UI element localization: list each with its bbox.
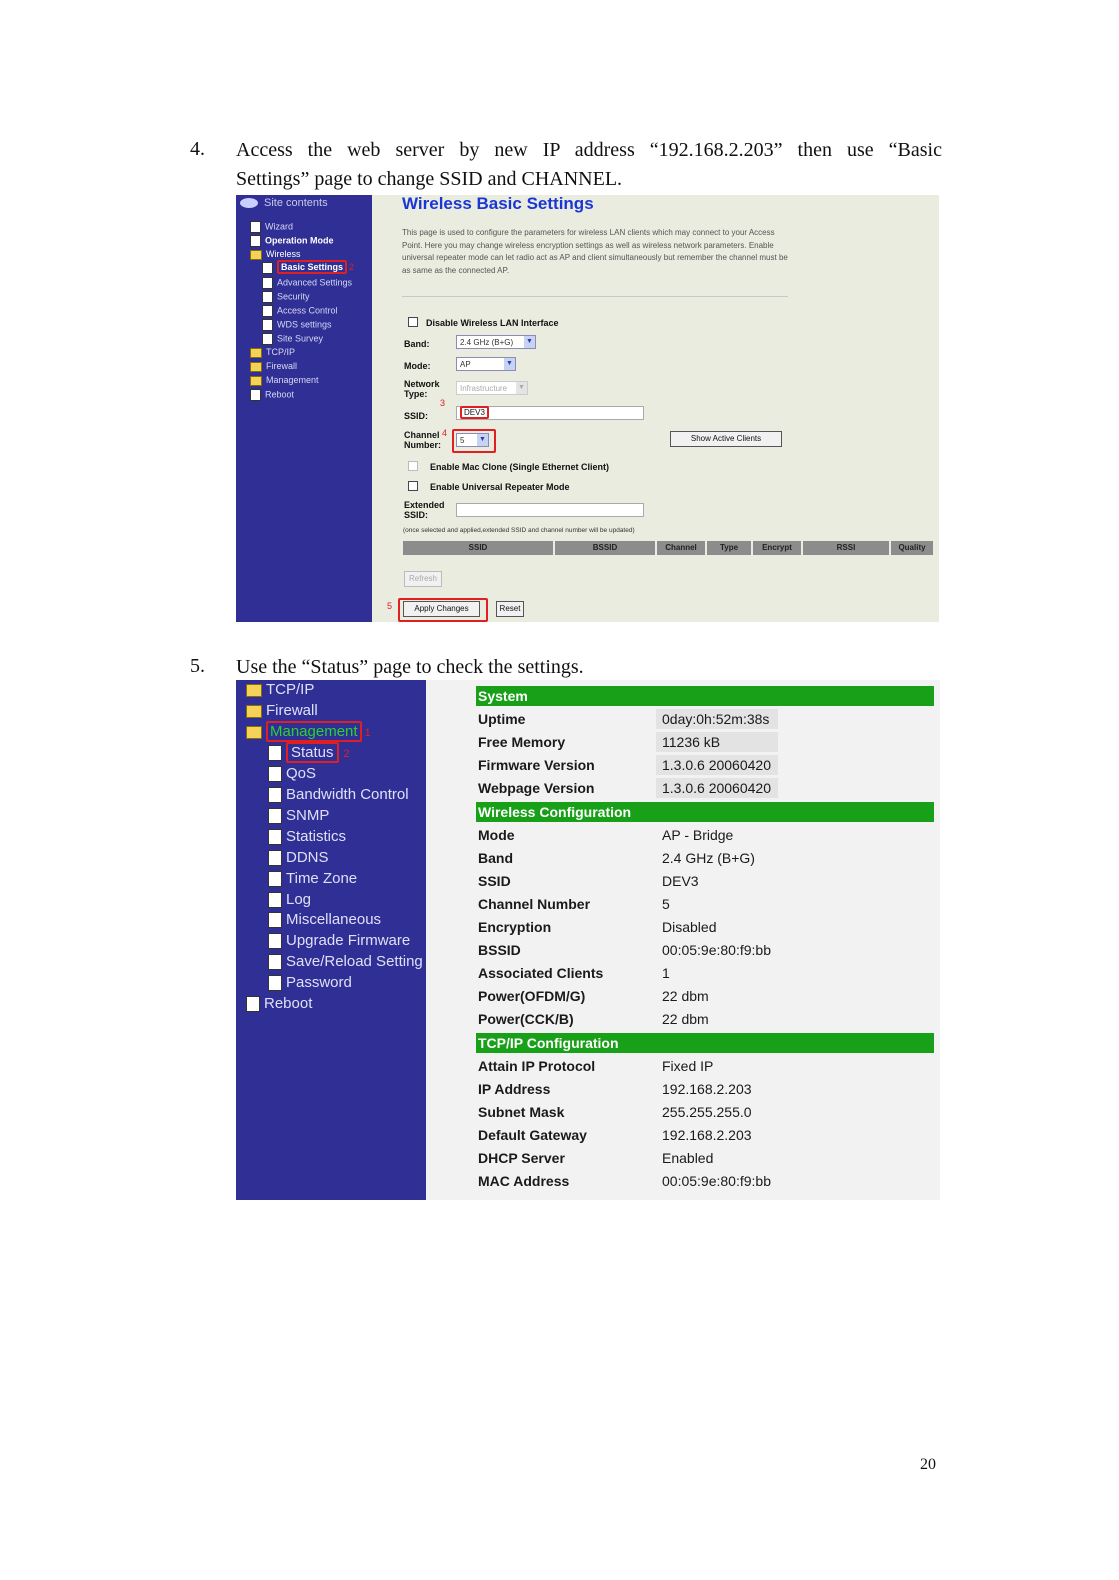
sidebar-item-management[interactable]: Management <box>250 375 319 386</box>
channel-number-label: Channel Number: <box>404 430 442 450</box>
page-icon <box>268 850 282 866</box>
status-row: Firmware Version 1.3.0.6 20060420 <box>476 754 934 776</box>
status-row: IP Address 192.168.2.203 <box>478 1081 752 1097</box>
sidebar-item-reboot[interactable]: Reboot <box>246 995 312 1012</box>
sidebar-item-wireless[interactable]: Wireless <box>250 249 301 260</box>
site-contents-sidebar <box>236 195 372 622</box>
status-row: Uptime 0day:0h:52m:38s <box>476 708 934 730</box>
page-title: Wireless Basic Settings <box>402 195 594 213</box>
universal-repeater-label: Enable Universal Repeater Mode <box>430 482 570 492</box>
sidebar-item-statistics[interactable]: Statistics <box>268 828 346 845</box>
management-sidebar <box>236 680 426 1200</box>
page-icon <box>268 871 282 887</box>
sidebar-item-access-control[interactable]: Access Control <box>262 305 338 317</box>
sidebar-item-tcpip[interactable]: TCP/IP <box>246 681 314 698</box>
page-icon <box>268 829 282 845</box>
sidebar-item-operation-mode[interactable]: Operation Mode <box>250 235 334 247</box>
page-icon <box>262 319 273 331</box>
tcpip-configuration-section-header: TCP/IP Configuration <box>476 1033 934 1053</box>
step-5-text: Use the “Status” page to check the settings. <box>236 656 584 678</box>
disable-wlan-label: Disable Wireless LAN Interface <box>426 318 559 328</box>
network-type-select[interactable]: Infrastructure ▼ <box>456 381 528 395</box>
folder-icon <box>250 376 262 386</box>
page-icon <box>268 892 282 908</box>
extended-ssid-note: (once selected and applied,extended SSID and channel number will be updated) <box>403 527 635 534</box>
step-4-line-2: Settings” page to change SSID and CHANNEL. <box>236 168 623 190</box>
sidebar-item-site-survey[interactable]: Site Survey <box>262 333 323 345</box>
page-icon <box>250 221 261 233</box>
status-row: Subnet Mask 255.255.255.0 <box>478 1104 752 1120</box>
folder-icon <box>250 348 262 358</box>
page-icon <box>268 954 282 970</box>
table-header: Encrypt <box>753 541 801 555</box>
system-section-header: System <box>476 686 934 706</box>
folder-icon <box>246 705 262 718</box>
ssid-input[interactable]: DEV3 <box>456 406 644 420</box>
table-header: BSSID <box>555 541 655 555</box>
page-icon <box>268 766 282 782</box>
status-panel <box>426 680 940 1200</box>
page-icon <box>246 996 260 1012</box>
sidebar-item-password[interactable]: Password <box>268 974 352 991</box>
sidebar-item-snmp[interactable]: SNMP <box>268 807 329 824</box>
band-label: Band: <box>404 339 430 349</box>
status-row: Default Gateway 192.168.2.203 <box>478 1127 752 1143</box>
table-header: Quality <box>891 541 933 555</box>
sidebar-item-qos[interactable]: QoS <box>268 765 316 782</box>
wireless-configuration-section-header: Wireless Configuration <box>476 802 934 822</box>
sidebar-item-miscellaneous[interactable]: Miscellaneous <box>268 911 381 928</box>
sidebar-item-reboot[interactable]: Reboot <box>250 389 294 401</box>
step-4-number: 4. <box>190 138 205 160</box>
sidebar-item-save-reload-setting[interactable]: Save/Reload Setting <box>268 953 423 970</box>
table-header: RSSI <box>803 541 889 555</box>
mode-select[interactable]: AP ▼ <box>456 357 516 371</box>
status-row: Power(CCK/B) 22 dbm <box>478 1011 709 1027</box>
page-icon <box>262 333 273 345</box>
table-header: Channel <box>657 541 705 555</box>
chevron-down-icon: ▼ <box>504 358 515 370</box>
status-row: Free Memory 11236 kB <box>476 731 934 753</box>
folder-icon <box>246 684 262 697</box>
status-row: Channel Number 5 <box>478 896 670 912</box>
status-row: Attain IP Protocol Fixed IP <box>478 1058 714 1074</box>
site-contents-header: Site contents <box>240 197 328 209</box>
basic-settings-main: Wireless Basic Settings This page is used to configure the parameters for wireless LAN clients which may connect to your Access Point. Here you may change wireless encryption settings as well as wireless network parameters. Enable universal repeater mode can let radio act as AP and client simultaneously but remember the channel must be as same as the connected AP. Disable Wireless LAN Interface Band: 2.4 GHz (B+G) ▼ Mode: AP ▼ Network Type: Infrastructure ▼ 3 SSID: DEV3 4 Channel Number: 5 ▼ Show Active Clients Enable Mac Clone (Single Ethernet Client) Enable Universal Repeater Mode Extended SSID: (once selected and applied,extended SSID and channel number will be updated) SSID BSSID Channel Type Encrypt RSSI Quality Refresh 5 Apply Changes Reset <box>372 195 939 622</box>
sidebar-item-tcpip[interactable]: TCP/IP <box>250 347 295 358</box>
sidebar-item-log[interactable]: Log <box>268 891 311 908</box>
page-icon <box>268 975 282 991</box>
page-icon <box>262 291 273 303</box>
page-icon <box>250 235 261 247</box>
mode-label: Mode: <box>404 361 431 371</box>
sidebar-item-ddns[interactable]: DDNS <box>268 849 329 866</box>
show-active-clients-button[interactable]: Show Active Clients <box>670 431 782 447</box>
status-row: Webpage Version 1.3.0.6 20060420 <box>476 777 934 799</box>
chevron-down-icon: ▼ <box>524 336 535 348</box>
step-4-line-1: Access the web server by new IP address “192.168.2.203” then use “Basic <box>236 139 942 161</box>
page-icon <box>262 305 273 317</box>
status-row: SSID DEV3 <box>478 873 699 889</box>
page-icon <box>262 277 273 289</box>
page-icon <box>262 262 273 274</box>
status-row: MAC Address 00:05:9e:80:f9:bb <box>478 1173 771 1189</box>
sidebar-item-wds-settings[interactable]: WDS settings <box>262 319 332 331</box>
sidebar-item-bandwidth-control[interactable]: Bandwidth Control <box>268 786 409 803</box>
chevron-down-icon: ▼ <box>477 434 488 446</box>
refresh-button[interactable]: Refresh <box>404 571 442 587</box>
status-row: DHCP Server Enabled <box>478 1150 714 1166</box>
status-row: Encryption Disabled <box>478 919 717 935</box>
sidebar-item-management[interactable]: Management 1 <box>246 723 371 740</box>
sidebar-item-time-zone[interactable]: Time Zone <box>268 870 357 887</box>
sidebar-item-basic-settings[interactable]: Basic Settings 2 <box>262 262 354 274</box>
apply-changes-button[interactable]: Apply Changes <box>403 601 480 617</box>
wireless-basic-settings-screenshot <box>236 195 939 622</box>
disable-wlan-checkbox[interactable] <box>408 317 418 327</box>
sidebar-item-status[interactable]: Status 2 <box>268 744 350 761</box>
sidebar-item-wizard[interactable]: Wizard <box>250 221 293 233</box>
status-row: Band 2.4 GHz (B+G) <box>478 850 755 866</box>
mac-clone-checkbox[interactable] <box>408 461 418 471</box>
status-row: Power(OFDM/G) 22 dbm <box>478 988 709 1004</box>
status-row: Mode AP - Bridge <box>478 827 734 843</box>
reset-button[interactable]: Reset <box>496 601 524 617</box>
table-header: Type <box>707 541 751 555</box>
page-number: 20 <box>920 1456 936 1473</box>
network-type-label: Network Type: <box>404 379 440 399</box>
ssid-label: SSID: <box>404 411 429 421</box>
step-5-number: 5. <box>190 655 205 677</box>
universal-repeater-checkbox[interactable] <box>408 481 418 491</box>
table-header: SSID <box>403 541 553 555</box>
chevron-down-icon: ▼ <box>516 382 527 394</box>
sidebar-item-advanced-settings[interactable]: Advanced Settings <box>262 277 352 289</box>
status-screenshot <box>236 680 940 1200</box>
sidebar-item-firewall[interactable]: Firewall <box>246 702 318 719</box>
divider <box>402 296 788 297</box>
page-icon <box>268 912 282 928</box>
page-icon <box>250 389 261 401</box>
sidebar-item-security[interactable]: Security <box>262 291 310 303</box>
sidebar-item-upgrade-firmware[interactable]: Upgrade Firmware <box>268 932 410 949</box>
folder-icon <box>250 362 262 372</box>
page-icon <box>268 808 282 824</box>
channel-select[interactable]: 5 ▼ <box>456 433 489 447</box>
status-row: BSSID 00:05:9e:80:f9:bb <box>478 942 771 958</box>
folder-open-icon <box>246 726 262 739</box>
status-row: Associated Clients 1 <box>478 965 670 981</box>
sidebar-item-firewall[interactable]: Firewall <box>250 361 297 372</box>
globe-icon <box>240 198 258 208</box>
extended-ssid-label: Extended SSID: <box>404 500 445 520</box>
band-select[interactable]: 2.4 GHz (B+G) ▼ <box>456 335 536 349</box>
page-icon <box>268 787 282 803</box>
site-survey-table-header <box>403 541 933 555</box>
step-4-text <box>236 136 942 194</box>
folder-open-icon <box>250 250 262 260</box>
page-icon <box>268 933 282 949</box>
mac-clone-label: Enable Mac Clone (Single Ethernet Client) <box>430 462 610 472</box>
page-description: This page is used to configure the parameters for wireless LAN clients which may connect to your Access Point. Here you may change wireless encryption settings as well as wireless network parameters. Enable universal repeater mode can let radio act as AP and client simultaneously but remember the channel must be as same as the connected AP. <box>402 228 788 275</box>
page-icon <box>268 745 282 761</box>
extended-ssid-input[interactable] <box>456 503 644 517</box>
